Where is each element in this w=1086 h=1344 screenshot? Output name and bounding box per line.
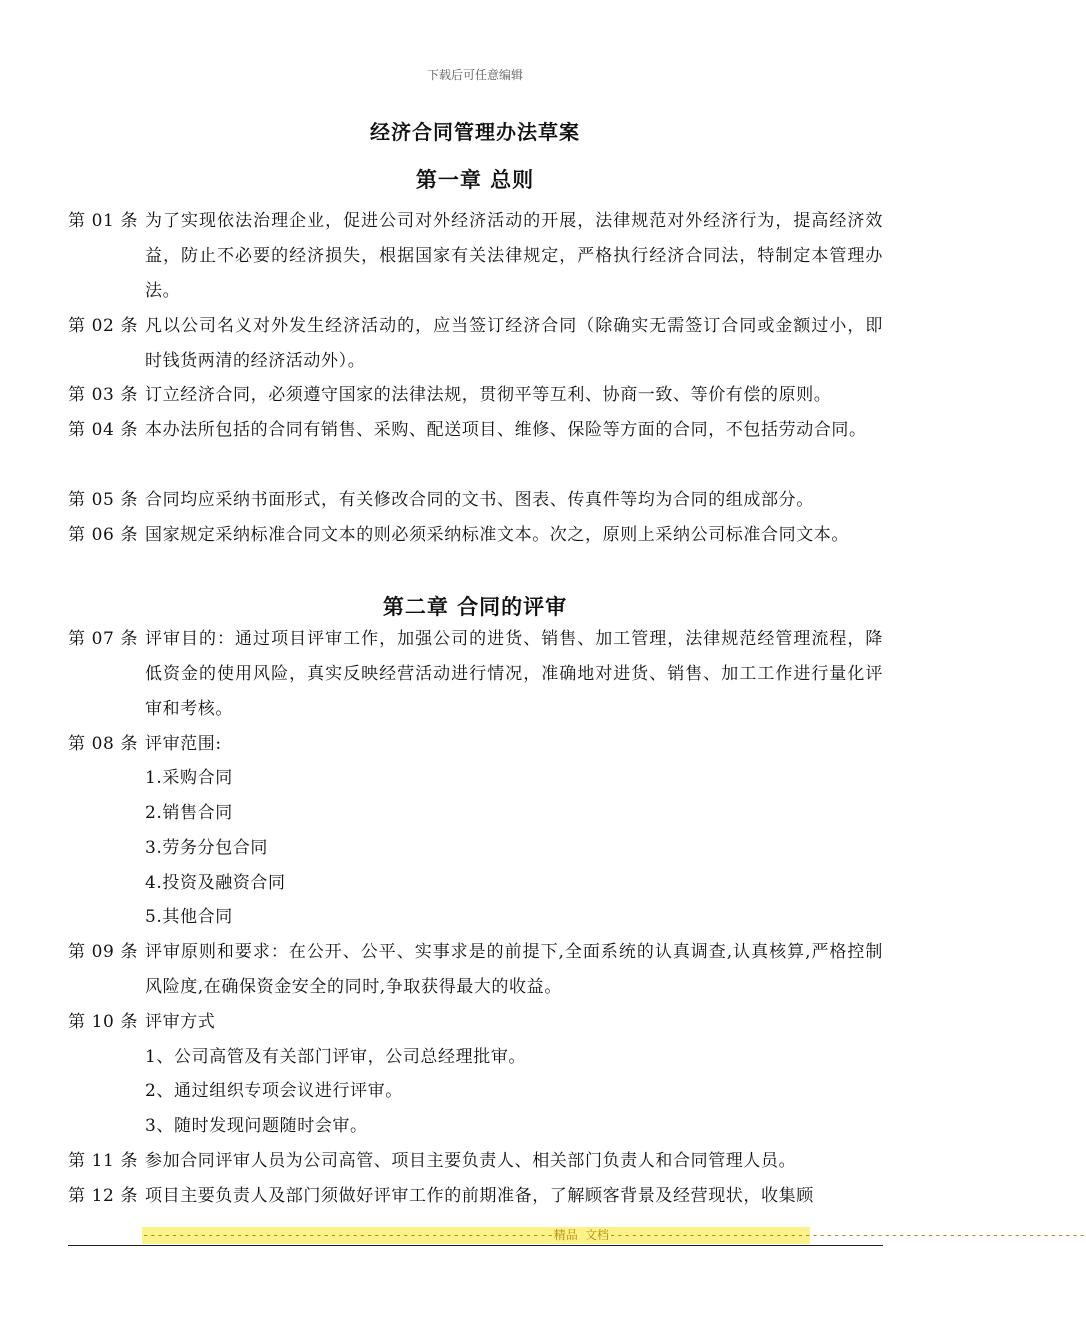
article-text: 评审范围: [145,734,222,754]
chapter-1-heading: 第一章 总则 [415,167,535,192]
list-item: 1.采购合同 [145,768,233,788]
article-number: 第 08 条 [68,734,139,754]
article-05 [68,483,883,518]
article-text: 国家规定采纳标准合同文本的则必须采纳标准文本。次之，原则上采纳公司标准合同文本。 [145,525,849,545]
article-text: 项目主要负责人及部门须做好评审工作的前期准备，了解顾客背景及经营现状，收集顾 [145,1186,814,1206]
article-10 [68,1005,883,1040]
list-item: 4.投资及融资合同 [145,873,286,893]
article-number: 第 04 条 [68,420,139,440]
article-09 [68,935,883,1005]
list-item: 3.劳务分包合同 [145,838,269,858]
article-03 [68,378,883,413]
article-number: 第 09 条 [68,942,139,962]
article-number: 第 01 条 [68,211,139,231]
list-item: 5.其他合同 [145,907,233,927]
footer-divider [68,1245,883,1246]
article-number: 第 07 条 [68,629,139,649]
list-item: 3、随时发现问题随时会审。 [145,1116,368,1136]
article-number: 第 06 条 [68,525,139,545]
article-06 [68,518,883,553]
article-text: 订立经济合同，必须遵守国家的法律法规，贯彻平等互利、协商一致、等价有偿的原则。 [145,385,832,405]
article-07 [68,622,883,727]
header-note: 下载后可任意编辑 [426,68,523,82]
article-text: 合同均应采纳书面形式，有关修改合同的文书、图表、传真件等均为合同的组成部分。 [145,490,814,510]
article-text: 评审方式 [145,1012,216,1032]
article-number: 第 11 条 [68,1151,139,1171]
article-text: 参加合同评审人员为公司高管、项目主要负责人、相关部门负责人和合同管理人员。 [145,1151,797,1171]
article-04 [68,413,883,448]
document-title: 经济合同管理办法草案 [370,120,580,144]
article-02 [68,309,883,379]
article-text: 本办法所包括的合同有销售、采购、配送项目、维修、保险等方面的合同，不包括劳动合同。 [145,420,867,440]
article-12 [68,1179,883,1214]
article-01 [68,204,883,309]
article-text: 评审目的：通过项目评审工作，加强公司的进货、销售、加工管理，法律规范经管理流程，降低资金的使用风险，真实反映经营活动进行情况，准确地对进货、销售、加工工作进行量化评审和考核。 [145,629,883,719]
footer-watermark-band: ---------------------------------------------------------精品 文档------------------------------------------------------------------ [142,1228,1086,1242]
chapter-2-heading: 第二章 合同的评审 [382,594,568,619]
article-number: 第 02 条 [68,316,139,336]
article-number: 第 05 条 [68,490,139,510]
article-text: 评审原则和要求：在公开、公平、实事求是的前提下,全面系统的认真调查,认真核算,严格控制风险度,在确保资金安全的同时,争取获得最大的收益。 [145,942,883,997]
article-08 [68,727,883,762]
list-item: 1、公司高管及有关部门评审，公司总经理批审。 [145,1047,527,1067]
article-number: 第 10 条 [68,1012,139,1032]
article-11 [68,1144,883,1179]
article-text: 凡以公司名义对外发生经济活动的，应当签订经济合同（除确实无需签订合同或金额过小，即时钱货两清的经济活动外）。 [145,316,883,371]
article-number: 第 12 条 [68,1186,139,1206]
list-item: 2.销售合同 [145,803,233,823]
list-item: 2、通过组织专项会议进行评审。 [145,1081,403,1101]
article-number: 第 03 条 [68,385,139,405]
article-text: 为了实现依法治理企业，促进公司对外经济活动的开展，法律规范对外经济行为，提高经济效益，防止不必要的经济损失，根据国家有关法律规定，严格执行经济合同法，特制定本管理办法。 [145,211,883,301]
